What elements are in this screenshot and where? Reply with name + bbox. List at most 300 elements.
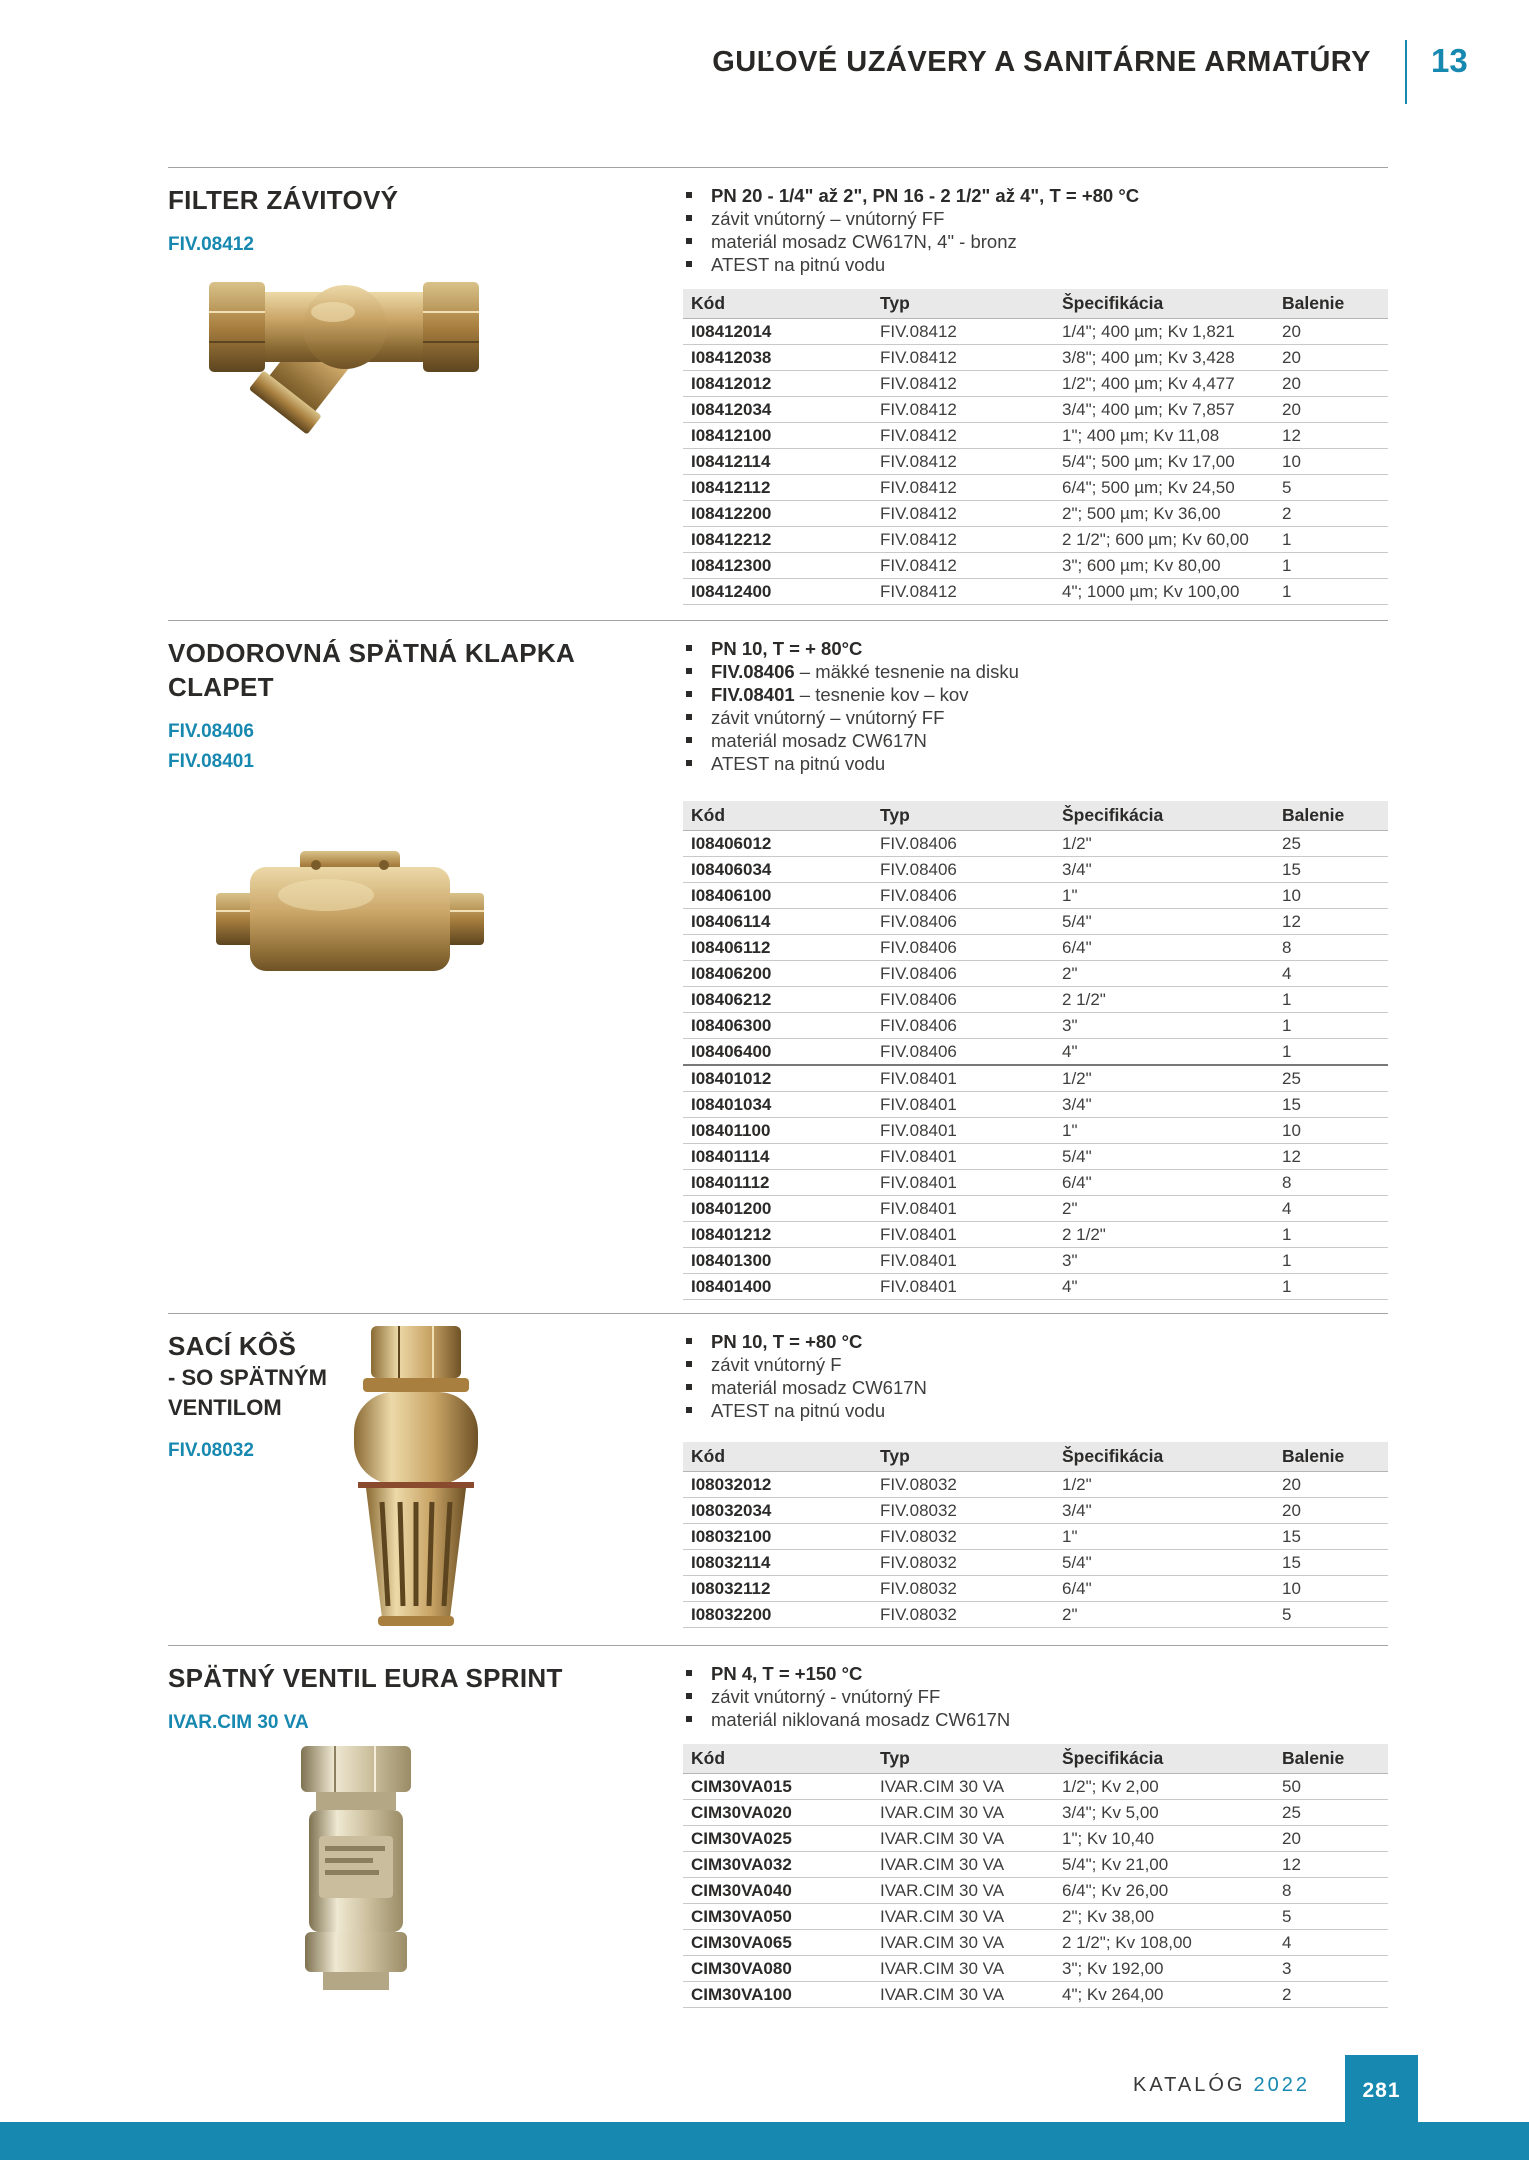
spec-bullet <box>683 1353 1388 1376</box>
table-cell: 12 <box>1282 909 1388 935</box>
table-cell: 6/4" <box>1062 1576 1282 1602</box>
table-row <box>683 909 1388 935</box>
table-cell: 1"; 400 µm; Kv 11,08 <box>1062 423 1282 449</box>
table-cell: FIV.08412 <box>880 501 1062 527</box>
table-header-cell: Špecifikácia <box>1062 1442 1282 1472</box>
spec-bullet <box>683 1330 1388 1353</box>
table-cell: 5/4" <box>1062 1144 1282 1170</box>
header-divider <box>1405 40 1407 104</box>
table-header-cell: Balenie <box>1282 1442 1388 1472</box>
table-cell: 3/8"; 400 µm; Kv 3,428 <box>1062 345 1282 371</box>
table-cell: 1 <box>1282 987 1388 1013</box>
table-header-cell: Špecifikácia <box>1062 1744 1282 1774</box>
product-section-check-valve-clapet <box>168 620 1388 1313</box>
footer-catalog-label <box>1133 2074 1310 2097</box>
table-row <box>683 1550 1388 1576</box>
table-cell: 1 <box>1282 527 1388 553</box>
table-row <box>683 1248 1388 1274</box>
table-cell: CIM30VA032 <box>683 1852 880 1878</box>
table-cell: 2 1/2" <box>1062 1222 1282 1248</box>
product-code: FIV.08412 <box>168 234 254 255</box>
table-row <box>683 1472 1388 1498</box>
spec-bullet <box>683 1708 1388 1731</box>
table-cell: FIV.08406 <box>880 987 1062 1013</box>
table-cell: IVAR.CIM 30 VA <box>880 1878 1062 1904</box>
table-cell: CIM30VA050 <box>683 1904 880 1930</box>
table-cell: 4 <box>1282 961 1388 987</box>
product-table <box>683 1442 1388 1628</box>
spec-bullet-bold: PN 10, T = +80 °C <box>711 1331 863 1352</box>
table-cell: 50 <box>1282 1774 1388 1800</box>
table-row <box>683 371 1388 397</box>
table-cell: 6/4" <box>1062 935 1282 961</box>
table-cell: FIV.08412 <box>880 371 1062 397</box>
spec-bullet <box>683 637 1388 660</box>
table-row <box>683 475 1388 501</box>
table-cell: 5/4" <box>1062 909 1282 935</box>
table-cell: 2 <box>1282 501 1388 527</box>
table-cell: FIV.08412 <box>880 579 1062 605</box>
product-codes <box>168 717 683 777</box>
table-cell: FIV.08412 <box>880 475 1062 501</box>
table-cell: 2 <box>1282 1982 1388 2008</box>
table-cell: 3"; 600 µm; Kv 80,00 <box>1062 553 1282 579</box>
table-cell: 20 <box>1282 397 1388 423</box>
footer-bar <box>0 2122 1529 2160</box>
spec-bullet <box>683 729 1388 752</box>
table-header-cell: Typ <box>880 1744 1062 1774</box>
table-row <box>683 1982 1388 2008</box>
product-code: FIV.08401 <box>168 751 254 772</box>
product-codes <box>168 1708 683 1738</box>
y-strainer-filter-photo <box>193 232 493 444</box>
table-cell: 1" <box>1062 883 1282 909</box>
table-cell: FIV.08401 <box>880 1248 1062 1274</box>
table-cell: FIV.08401 <box>880 1196 1062 1222</box>
table-cell: 12 <box>1282 423 1388 449</box>
table-row <box>683 1170 1388 1196</box>
product-title <box>168 183 683 217</box>
table-cell: 1"; Kv 10,40 <box>1062 1826 1282 1852</box>
table-cell: CIM30VA015 <box>683 1774 880 1800</box>
table-row <box>683 1904 1388 1930</box>
table-cell: I08412114 <box>683 449 880 475</box>
table-cell: FIV.08412 <box>880 527 1062 553</box>
table-cell: I08401100 <box>683 1118 880 1144</box>
table-cell: 2 1/2"; 600 µm; Kv 60,00 <box>1062 527 1282 553</box>
table-row <box>683 1576 1388 1602</box>
spec-bullet-text: materiál mosadz CW617N <box>711 730 927 751</box>
table-cell: CIM30VA100 <box>683 1982 880 2008</box>
table-cell: 5/4"; 500 µm; Kv 17,00 <box>1062 449 1282 475</box>
table-cell: FIV.08032 <box>880 1498 1062 1524</box>
table-row <box>683 345 1388 371</box>
chapter-number: 13 <box>1431 42 1468 79</box>
table-header-cell: Balenie <box>1282 1744 1388 1774</box>
product-table <box>683 1744 1388 2008</box>
product-title <box>168 636 683 704</box>
table-cell: I08412200 <box>683 501 880 527</box>
table-cell: IVAR.CIM 30 VA <box>880 1800 1062 1826</box>
table-cell: IVAR.CIM 30 VA <box>880 1904 1062 1930</box>
table-cell: 2"; Kv 38,00 <box>1062 1904 1282 1930</box>
eura-sprint-check-valve-photo <box>263 1744 449 1994</box>
table-cell: 1/2" <box>1062 1065 1282 1092</box>
spec-bullet-text: materiál niklovaná mosadz CW617N <box>711 1709 1011 1730</box>
table-header-cell: Typ <box>880 289 1062 319</box>
spec-bullet <box>683 706 1388 729</box>
table-cell: 1/2" <box>1062 831 1282 857</box>
table-cell: 20 <box>1282 1498 1388 1524</box>
page-title: GUĽOVÉ UZÁVERY A SANITÁRNE ARMATÚRY <box>712 46 1371 78</box>
table-cell: FIV.08401 <box>880 1092 1062 1118</box>
table-cell: IVAR.CIM 30 VA <box>880 1774 1062 1800</box>
table-cell: FIV.08412 <box>880 345 1062 371</box>
table-cell: 8 <box>1282 1170 1388 1196</box>
table-cell: 4" <box>1062 1039 1282 1066</box>
spec-bullet <box>683 1399 1388 1422</box>
table-cell: IVAR.CIM 30 VA <box>880 1982 1062 2008</box>
table-cell: 2 1/2"; Kv 108,00 <box>1062 1930 1282 1956</box>
product-specs-list <box>683 1330 1388 1422</box>
table-cell: FIV.08032 <box>880 1550 1062 1576</box>
product-table <box>683 801 1388 1300</box>
table-row <box>683 1039 1388 1066</box>
table-cell: I08412012 <box>683 371 880 397</box>
table-row <box>683 1196 1388 1222</box>
table-row <box>683 1065 1388 1092</box>
spec-bullet-bold: PN 10, T = + 80°C <box>711 638 863 659</box>
table-cell: I08401400 <box>683 1274 880 1300</box>
table-cell: 20 <box>1282 319 1388 345</box>
table-cell: 1 <box>1282 1274 1388 1300</box>
table-cell: FIV.08412 <box>880 319 1062 345</box>
table-cell: I08406200 <box>683 961 880 987</box>
table-cell: I08032112 <box>683 1576 880 1602</box>
product-subtitle-line: VENTILOM <box>168 1395 282 1420</box>
table-cell: 25 <box>1282 831 1388 857</box>
table-cell: IVAR.CIM 30 VA <box>880 1826 1062 1852</box>
product-title-line: SPÄTNÝ VENTIL EURA SPRINT <box>168 1663 563 1693</box>
spec-bullet-bold: FIV.08406 <box>711 661 795 682</box>
spec-bullet <box>683 1662 1388 1685</box>
table-cell: 1" <box>1062 1118 1282 1144</box>
table-cell: 4"; 1000 µm; Kv 100,00 <box>1062 579 1282 605</box>
table-row <box>683 1524 1388 1550</box>
table-cell: I08412400 <box>683 579 880 605</box>
product-section-foot-valve <box>168 1313 1388 1645</box>
spec-bullet <box>683 184 1388 207</box>
page-number: 281 <box>1362 2079 1401 2102</box>
table-row <box>683 1222 1388 1248</box>
product-code: FIV.08032 <box>168 1440 254 1461</box>
table-header-cell: Kód <box>683 1744 880 1774</box>
spec-bullet-text: ATEST na pitnú vodu <box>711 254 886 275</box>
table-cell: 3/4"; 400 µm; Kv 7,857 <box>1062 397 1282 423</box>
spec-bullet-text: – mäkké tesnenie na disku <box>794 661 1019 682</box>
table-cell: 20 <box>1282 371 1388 397</box>
section-right-column <box>683 1314 1388 1628</box>
table-cell: 2 1/2" <box>1062 987 1282 1013</box>
table-header-cell: Špecifikácia <box>1062 801 1282 831</box>
table-cell: FIV.08032 <box>880 1472 1062 1498</box>
table-row <box>683 1930 1388 1956</box>
table-cell: I08032012 <box>683 1472 880 1498</box>
spec-bullet <box>683 253 1388 276</box>
table-cell: 25 <box>1282 1065 1388 1092</box>
table-cell: 3 <box>1282 1956 1388 1982</box>
table-cell: 1/4"; 400 µm; Kv 1,821 <box>1062 319 1282 345</box>
table-cell: FIV.08406 <box>880 961 1062 987</box>
table-cell: 6/4" <box>1062 1170 1282 1196</box>
table-row <box>683 961 1388 987</box>
section-right-column <box>683 168 1388 605</box>
table-cell: FIV.08406 <box>880 935 1062 961</box>
spec-bullet-text: materiál mosadz CW617N, 4" - bronz <box>711 231 1017 252</box>
table-cell: I08401034 <box>683 1092 880 1118</box>
table-cell: CIM30VA025 <box>683 1826 880 1852</box>
table-cell: 5 <box>1282 1904 1388 1930</box>
table-cell: 2" <box>1062 1196 1282 1222</box>
clapet-check-valve-photo <box>216 833 484 1003</box>
table-cell: I08406114 <box>683 909 880 935</box>
table-cell: 10 <box>1282 883 1388 909</box>
table-cell: 1 <box>1282 1039 1388 1066</box>
table-header-cell: Kód <box>683 289 880 319</box>
table-header-row <box>683 289 1388 319</box>
foot-valve-strainer-photo <box>316 1322 516 1634</box>
table-cell: FIV.08412 <box>880 449 1062 475</box>
table-header-cell: Kód <box>683 1442 880 1472</box>
spec-bullet-text: závit vnútorný - vnútorný FF <box>711 1686 941 1707</box>
table-cell: 3"; Kv 192,00 <box>1062 1956 1282 1982</box>
table-cell: FIV.08406 <box>880 1039 1062 1066</box>
table-header-cell: Typ <box>880 801 1062 831</box>
spec-bullet-text: závit vnútorný – vnútorný FF <box>711 208 945 229</box>
table-cell: 15 <box>1282 1524 1388 1550</box>
table-cell: I08032034 <box>683 1498 880 1524</box>
table-cell: 2" <box>1062 1602 1282 1628</box>
table-cell: I08406112 <box>683 935 880 961</box>
table-cell: I08032100 <box>683 1524 880 1550</box>
table-row <box>683 987 1388 1013</box>
table-header-cell: Balenie <box>1282 801 1388 831</box>
section-right-column <box>683 621 1388 1300</box>
spec-bullet <box>683 1376 1388 1399</box>
table-cell: 3" <box>1062 1013 1282 1039</box>
table-cell: FIV.08406 <box>880 909 1062 935</box>
table-cell: 10 <box>1282 1576 1388 1602</box>
spec-bullet <box>683 230 1388 253</box>
product-title-line: VODOROVNÁ SPÄTNÁ KLAPKA <box>168 638 576 668</box>
table-cell: FIV.08401 <box>880 1065 1062 1092</box>
product-section-filter <box>168 167 1388 620</box>
table-cell: FIV.08412 <box>880 553 1062 579</box>
table-row <box>683 831 1388 857</box>
table-cell: 3" <box>1062 1248 1282 1274</box>
table-cell: I08401300 <box>683 1248 880 1274</box>
table-cell: I08032200 <box>683 1602 880 1628</box>
table-cell: FIV.08401 <box>880 1144 1062 1170</box>
product-table <box>683 289 1388 605</box>
table-cell: FIV.08401 <box>880 1118 1062 1144</box>
table-cell: 10 <box>1282 1118 1388 1144</box>
table-cell: FIV.08406 <box>880 857 1062 883</box>
table-cell: 15 <box>1282 857 1388 883</box>
product-title <box>168 1661 683 1695</box>
table-cell: 4" <box>1062 1274 1282 1300</box>
table-row <box>683 397 1388 423</box>
product-section-check-valve-eura-sprint <box>168 1645 1388 2055</box>
table-cell: FIV.08412 <box>880 423 1062 449</box>
table-row <box>683 449 1388 475</box>
table-cell: I08406012 <box>683 831 880 857</box>
catalog-content <box>168 167 1388 2055</box>
table-row <box>683 1956 1388 1982</box>
table-cell: 8 <box>1282 935 1388 961</box>
table-cell: I08412100 <box>683 423 880 449</box>
table-row <box>683 1092 1388 1118</box>
table-cell: 2" <box>1062 961 1282 987</box>
spec-bullet <box>683 683 1388 706</box>
spec-bullet-bold: PN 4, T = +150 °C <box>711 1663 863 1684</box>
table-cell: I08406034 <box>683 857 880 883</box>
product-specs-list <box>683 184 1388 276</box>
table-cell: 3/4"; Kv 5,00 <box>1062 1800 1282 1826</box>
table-cell: I08401200 <box>683 1196 880 1222</box>
table-cell: FIV.08406 <box>880 883 1062 909</box>
table-header-row <box>683 1744 1388 1774</box>
table-row <box>683 857 1388 883</box>
table-row <box>683 1498 1388 1524</box>
spec-bullet-bold: FIV.08401 <box>711 684 795 705</box>
section-right-column <box>683 1646 1388 2008</box>
product-subtitle-line: - SO SPÄTNÝM <box>168 1365 327 1390</box>
table-header-cell: Špecifikácia <box>1062 289 1282 319</box>
spec-bullet <box>683 660 1388 683</box>
product-title-line: FILTER ZÁVITOVÝ <box>168 185 399 215</box>
table-cell: 5/4" <box>1062 1550 1282 1576</box>
table-header-cell: Balenie <box>1282 289 1388 319</box>
table-cell: CIM30VA040 <box>683 1878 880 1904</box>
table-row <box>683 1118 1388 1144</box>
product-specs-list <box>683 637 1388 775</box>
table-row <box>683 553 1388 579</box>
table-cell: I08412212 <box>683 527 880 553</box>
table-cell: 1/2"; 400 µm; Kv 4,477 <box>1062 371 1282 397</box>
table-cell: I08401112 <box>683 1170 880 1196</box>
table-cell: 4 <box>1282 1930 1388 1956</box>
table-cell: I08412300 <box>683 553 880 579</box>
table-cell: FIV.08401 <box>880 1170 1062 1196</box>
table-row <box>683 527 1388 553</box>
spec-bullet-text: ATEST na pitnú vodu <box>711 753 886 774</box>
table-cell: IVAR.CIM 30 VA <box>880 1930 1062 1956</box>
table-cell: IVAR.CIM 30 VA <box>880 1956 1062 1982</box>
table-cell: I08401012 <box>683 1065 880 1092</box>
table-cell: 8 <box>1282 1878 1388 1904</box>
table-cell: 12 <box>1282 1852 1388 1878</box>
spec-bullet-text: závit vnútorný F <box>711 1354 842 1375</box>
table-cell: 12 <box>1282 1144 1388 1170</box>
table-row <box>683 423 1388 449</box>
table-cell: FIV.08406 <box>880 831 1062 857</box>
spec-bullet <box>683 752 1388 775</box>
table-cell: I08032114 <box>683 1550 880 1576</box>
table-cell: I08412034 <box>683 397 880 423</box>
table-cell: CIM30VA065 <box>683 1930 880 1956</box>
product-code: FIV.08406 <box>168 721 254 742</box>
spec-bullet-text: – tesnenie kov – kov <box>794 684 969 705</box>
table-header-cell: Typ <box>880 1442 1062 1472</box>
table-cell: 5 <box>1282 1602 1388 1628</box>
table-cell: I08401212 <box>683 1222 880 1248</box>
table-row <box>683 1800 1388 1826</box>
table-cell: 1 <box>1282 579 1388 605</box>
table-row <box>683 883 1388 909</box>
table-cell: IVAR.CIM 30 VA <box>880 1852 1062 1878</box>
table-row <box>683 935 1388 961</box>
table-cell: I08406100 <box>683 883 880 909</box>
table-cell: 5/4"; Kv 21,00 <box>1062 1852 1282 1878</box>
spec-bullet-text: ATEST na pitnú vodu <box>711 1400 886 1421</box>
table-cell: 1" <box>1062 1524 1282 1550</box>
table-cell: 5 <box>1282 475 1388 501</box>
table-cell: I08406300 <box>683 1013 880 1039</box>
catalog-year: 2022 <box>1253 2074 1310 2096</box>
table-cell: 1 <box>1282 553 1388 579</box>
table-cell: 1/2"; Kv 2,00 <box>1062 1774 1282 1800</box>
table-row <box>683 1774 1388 1800</box>
table-cell: I08412014 <box>683 319 880 345</box>
table-cell: 1 <box>1282 1013 1388 1039</box>
product-code: IVAR.CIM 30 VA <box>168 1712 309 1733</box>
table-cell: 2"; 500 µm; Kv 36,00 <box>1062 501 1282 527</box>
table-cell: 20 <box>1282 1472 1388 1498</box>
table-cell: FIV.08401 <box>880 1274 1062 1300</box>
table-cell: FIV.08401 <box>880 1222 1062 1248</box>
table-cell: I08412112 <box>683 475 880 501</box>
spec-bullet-text: materiál mosadz CW617N <box>711 1377 927 1398</box>
table-row <box>683 1878 1388 1904</box>
table-row <box>683 1274 1388 1300</box>
table-cell: 3/4" <box>1062 1498 1282 1524</box>
table-cell: 3/4" <box>1062 1092 1282 1118</box>
table-cell: I08406212 <box>683 987 880 1013</box>
table-row <box>683 501 1388 527</box>
spec-bullet <box>683 207 1388 230</box>
table-row <box>683 1852 1388 1878</box>
table-cell: 10 <box>1282 449 1388 475</box>
table-cell: FIV.08032 <box>880 1524 1062 1550</box>
product-title-line: CLAPET <box>168 672 274 702</box>
table-row <box>683 1013 1388 1039</box>
product-title-line: SACÍ KÔŠ <box>168 1331 297 1361</box>
table-cell: I08412038 <box>683 345 880 371</box>
spec-bullet <box>683 1685 1388 1708</box>
table-cell: 1/2" <box>1062 1472 1282 1498</box>
table-row <box>683 1144 1388 1170</box>
table-cell: 20 <box>1282 1826 1388 1852</box>
table-cell: 1 <box>1282 1222 1388 1248</box>
product-specs-list <box>683 1662 1388 1731</box>
table-cell: 6/4"; 500 µm; Kv 24,50 <box>1062 475 1282 501</box>
catalog-word: KATALÓG <box>1132 2074 1246 2096</box>
table-cell: I08406400 <box>683 1039 880 1066</box>
table-cell: FIV.08412 <box>880 397 1062 423</box>
table-row <box>683 1826 1388 1852</box>
table-cell: CIM30VA080 <box>683 1956 880 1982</box>
